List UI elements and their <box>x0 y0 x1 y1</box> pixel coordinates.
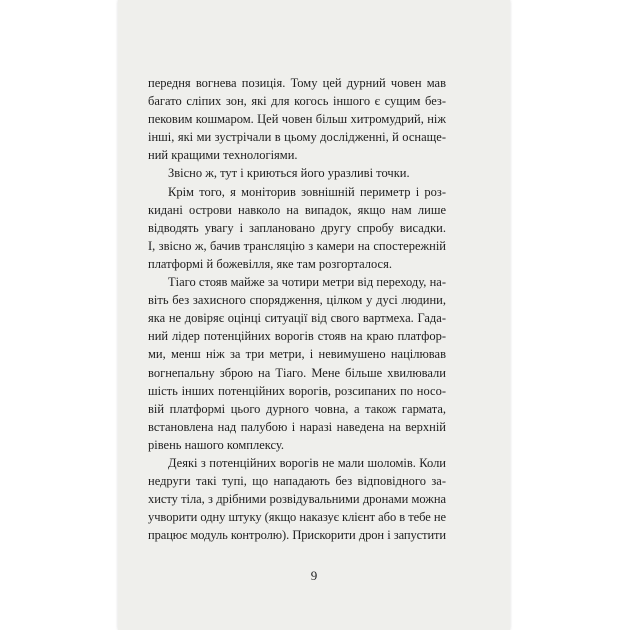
text-line: платформі й божевілля, яке там розгорталося. <box>148 256 392 271</box>
page-number: 9 <box>310 568 318 583</box>
text-line: інші, які ми зустрічали в цьому дослідженні, й оснаще- <box>148 130 446 145</box>
text-line: Крім того, я моніторив зовнішній периметр і роз- <box>168 184 446 199</box>
text-line: віть без захисного спорядження, цілком у дусі людини, <box>148 293 446 308</box>
text-line: Тіаго стояв майже за чотири метри від переходу, на- <box>168 275 446 290</box>
text-line: ний кращими технологіями. <box>148 148 298 163</box>
text-line: Деякі з потенційних ворогів не мали шоломів. Коли <box>168 455 446 470</box>
text-line: пековим кошмаром. Цей човен більш хитромудрий, ніж <box>148 112 446 127</box>
text-line: хисту тіла, з дрібними розвідувальними дронами можна <box>148 492 446 507</box>
text-line: І, звісно ж, бачив трансляцію з камери на спостережній <box>148 238 446 253</box>
text-line: передня вогнева позиція. Тому цей дурний човен мав <box>148 76 446 90</box>
text-line: шість інших потенційних ворогів, розсипаних по носо- <box>148 383 446 398</box>
text-line: працює модуль контролю). Прискорити дрон і запустити <box>148 528 446 543</box>
book-page <box>118 0 510 630</box>
text-line: яка не довіряє оцінці ситуації від свого вартмеха. Гада- <box>148 311 446 326</box>
text-line: встановлена над палубою і наразі наведена на верхній <box>148 419 446 434</box>
text-line: вій платформі цього дурного човна, а також гармата, <box>148 401 446 416</box>
text-line: учворити одну штуку (якщо наказує клієнт або в тебе не <box>148 510 446 525</box>
text-line: кидані острови навколо на випадок, якщо нам лише <box>148 202 446 217</box>
text-line: рівень нашого комплексу. <box>148 437 285 452</box>
text-line: відводять увагу і заплановано другу спробу висадки. <box>148 220 446 235</box>
text-line: ний лідер потенційних ворогів стояв на краю платфор- <box>148 329 446 344</box>
text-line: вогнепальну зброю на Тіаго. Мене більше хвилювали <box>148 365 446 380</box>
text-line: Звісно ж, тут і криються його уразливі точки. <box>168 166 410 181</box>
text-line: ми, менш ніж за три метри, і невимушено націлював <box>148 347 446 362</box>
text-line: багато сліпих зон, які для когось іншого є сущим без- <box>148 94 446 109</box>
text-line: недруги такі тупі, що нападають без відповідного за- <box>148 474 446 489</box>
body-text <box>148 74 446 544</box>
